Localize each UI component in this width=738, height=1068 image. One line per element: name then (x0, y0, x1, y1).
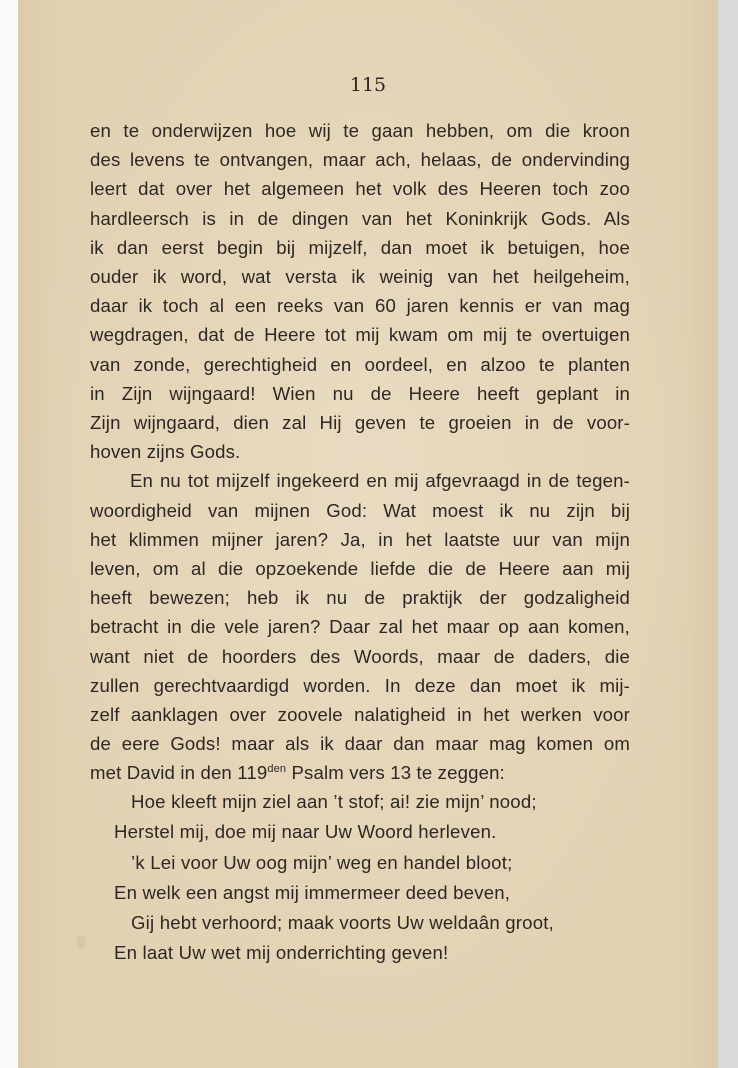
text-line: leven, om al die opzoekende liefde die de Heere aan mij (90, 558, 630, 580)
text-fragment: Psalm vers 13 te zeggen: (286, 762, 505, 784)
verse-line: ’k Lei voor Uw oog mijn’ weg en handel bloot; (131, 851, 513, 873)
text-line: hardleersch is in de dingen van het Koninkrijk Gods. Als (90, 207, 630, 229)
text-line: des levens te ontvangen, maar ach, helaas, de ondervinding (90, 149, 630, 171)
text-line: Zijn wijngaard, dien zal Hij geven te groeien in de voor- (90, 412, 630, 434)
paper-stain (76, 935, 86, 949)
verse-line: Herstel mij, doe mij naar Uw Woord herleven. (114, 821, 497, 843)
text-line: hoven zijns Gods. (90, 441, 241, 463)
text-line: want niet de hoorders des Woords, maar de daders, die (90, 645, 630, 667)
scan-right-margin (718, 0, 738, 1068)
text-line: in Zijn wijngaard! Wien nu de Heere heeft geplant in (90, 382, 630, 404)
text-line: zelf aanklagen over zoovele nalatigheid in het werken voor (90, 704, 630, 726)
text-fragment: met David in den 119 (90, 762, 268, 784)
scan-left-margin (0, 0, 18, 1068)
text-line: heeft bewezen; heb ik nu de praktijk der godzaligheid (90, 587, 630, 609)
page-number: 115 (349, 74, 387, 96)
body-text (90, 116, 630, 788)
text-line: wegdragen, dat de Heere tot mij kwam om mij te overtuigen (90, 324, 630, 346)
text-line: zullen gerechtvaardigd worden. In deze dan moet ik mij- (90, 674, 630, 696)
text-line: en te onderwijzen hoe wij te gaan hebben, om die kroon (90, 120, 630, 141)
book-page (18, 0, 718, 1068)
text-line: betracht in die vele jaren? Daar zal het maar op aan komen, (90, 616, 630, 638)
verse-line: En welk een angst mij immermeer deed beven, (114, 881, 511, 903)
text-line: het klimmen mijner jaren? Ja, in het laatste uur van mijn (90, 528, 630, 550)
text-line: En nu tot mijzelf ingekeerd en mij afgevraagd in de tegen- (130, 470, 630, 492)
ordinal-suffix: den (267, 763, 287, 776)
verse-line: En laat Uw wet mij onderrichting geven! (114, 942, 449, 964)
verse-line: Hoe kleeft mijn ziel aan ’t stof; ai! zie mijn’ nood; (131, 791, 537, 812)
verse-line: Gij hebt verhoord; maak voorts Uw weldaân groot, (131, 912, 554, 934)
text-line: woordigheid van mijnen God: Wat moest ik nu zijn bij (90, 499, 630, 521)
text-line: ouder ik word, wat versta ik weinig van het heilgeheim, (90, 266, 630, 288)
text-line: de eere Gods! maar als ik daar dan maar mag komen om (90, 733, 630, 755)
text-line: van zonde, gerechtigheid en oordeel, en alzoo te planten (90, 353, 630, 375)
text-line: daar ik toch al een reeks van 60 jaren kennis er van mag (90, 295, 630, 317)
text-line: leert dat over het algemeen het volk des Heeren toch zoo (90, 178, 630, 200)
text-line-psalm-reference (90, 758, 630, 787)
psalm-verse (114, 787, 634, 969)
text-line: ik dan eerst begin bij mijzelf, dan moet ik betuigen, hoe (90, 236, 630, 258)
